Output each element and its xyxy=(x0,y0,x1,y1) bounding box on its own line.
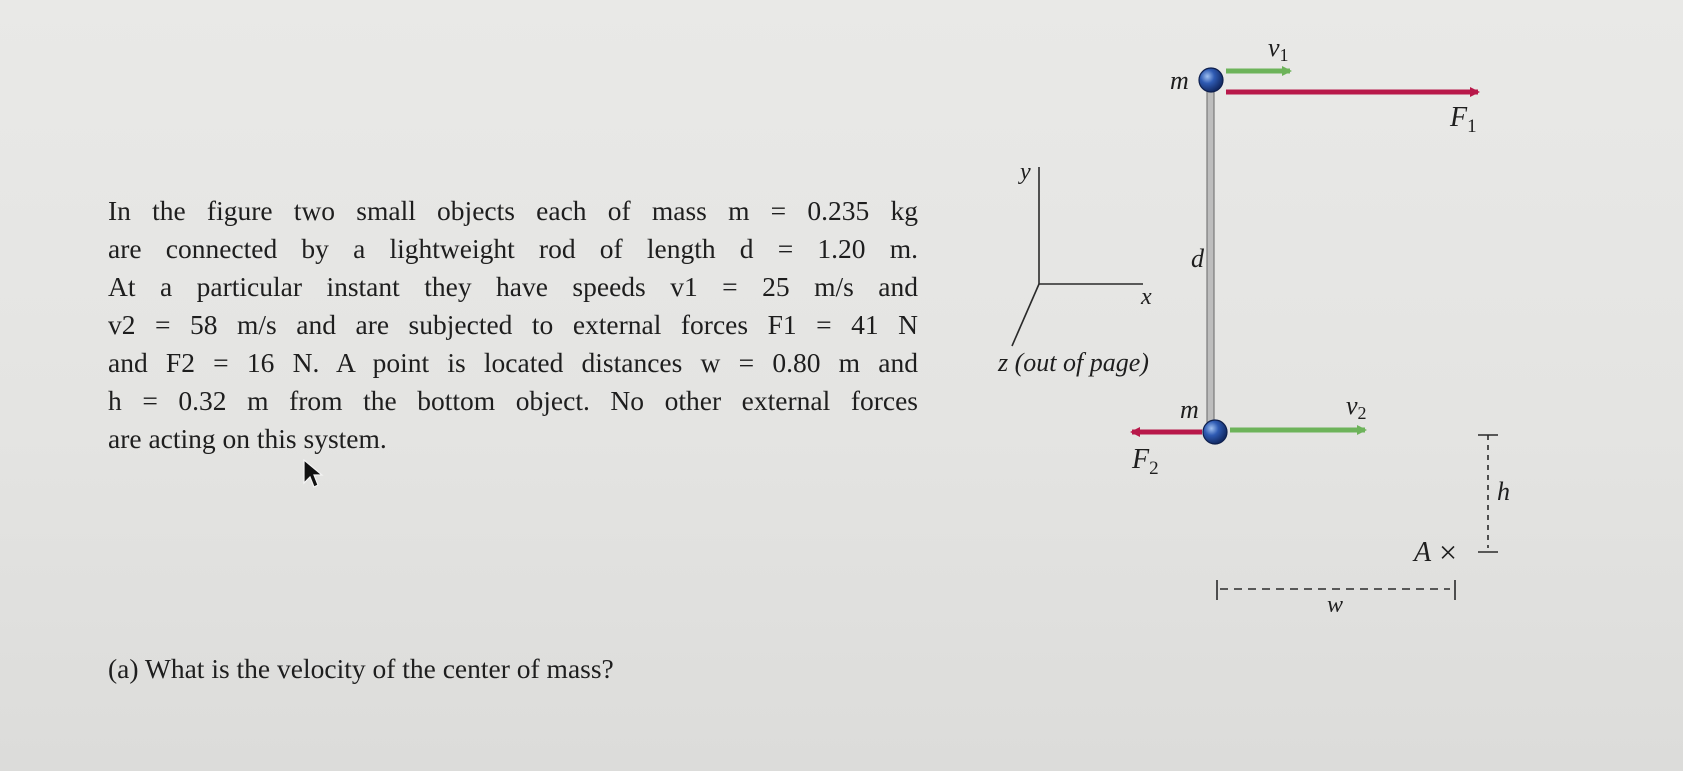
problem-line-3: At a particular instant they have speeds v1 = 25 m/s and xyxy=(108,271,918,302)
problem-line-5: and F2 = 16 N. A point is located distances w = 0.80 m and xyxy=(108,347,918,378)
z-axis-label: z (out of page) xyxy=(998,348,1149,377)
problem-line-2: are connected by a lightweight rod of length d = 1.20 m. xyxy=(108,233,918,264)
h-dimension xyxy=(1478,435,1510,552)
problem-line-1: In the figure two small objects each of mass m = 0.235 kg xyxy=(108,195,918,226)
rod-label: d xyxy=(1191,244,1204,273)
point-A-label: A xyxy=(1414,537,1432,568)
F2-label: $F_2$ xyxy=(1132,444,1159,479)
point-A-marker: × xyxy=(1439,534,1458,570)
top-mass-ball xyxy=(1199,68,1223,92)
z-axis-line xyxy=(1012,284,1039,346)
bottom-mass-ball xyxy=(1203,420,1227,444)
w-dimension xyxy=(1217,580,1455,618)
question-a: (a) What is the velocity of the center of mass? xyxy=(108,653,614,684)
x-axis-label: x xyxy=(1141,284,1152,310)
coordinate-axes xyxy=(997,159,1152,377)
v1-label: v1 xyxy=(1268,33,1289,65)
top-mass-label: m xyxy=(1170,66,1189,95)
rod xyxy=(1207,82,1214,432)
problem-line-6: h = 0.32 m from the bottom object. No other external forces xyxy=(108,385,918,416)
problem-line-4: v2 = 58 m/s and are subjected to external forces F1 = 41 N xyxy=(108,309,918,340)
v2-label: v2 xyxy=(1346,391,1367,423)
w-label: w xyxy=(1327,592,1344,618)
h-label: h xyxy=(1497,477,1510,506)
y-axis-label: y xyxy=(1020,159,1031,185)
problem-line-7: are acting on this system. xyxy=(108,423,387,454)
F1-label: $F_1$ xyxy=(1450,102,1477,137)
mouse-pointer-icon xyxy=(303,459,325,489)
bottom-mass-label: m xyxy=(1180,395,1199,424)
